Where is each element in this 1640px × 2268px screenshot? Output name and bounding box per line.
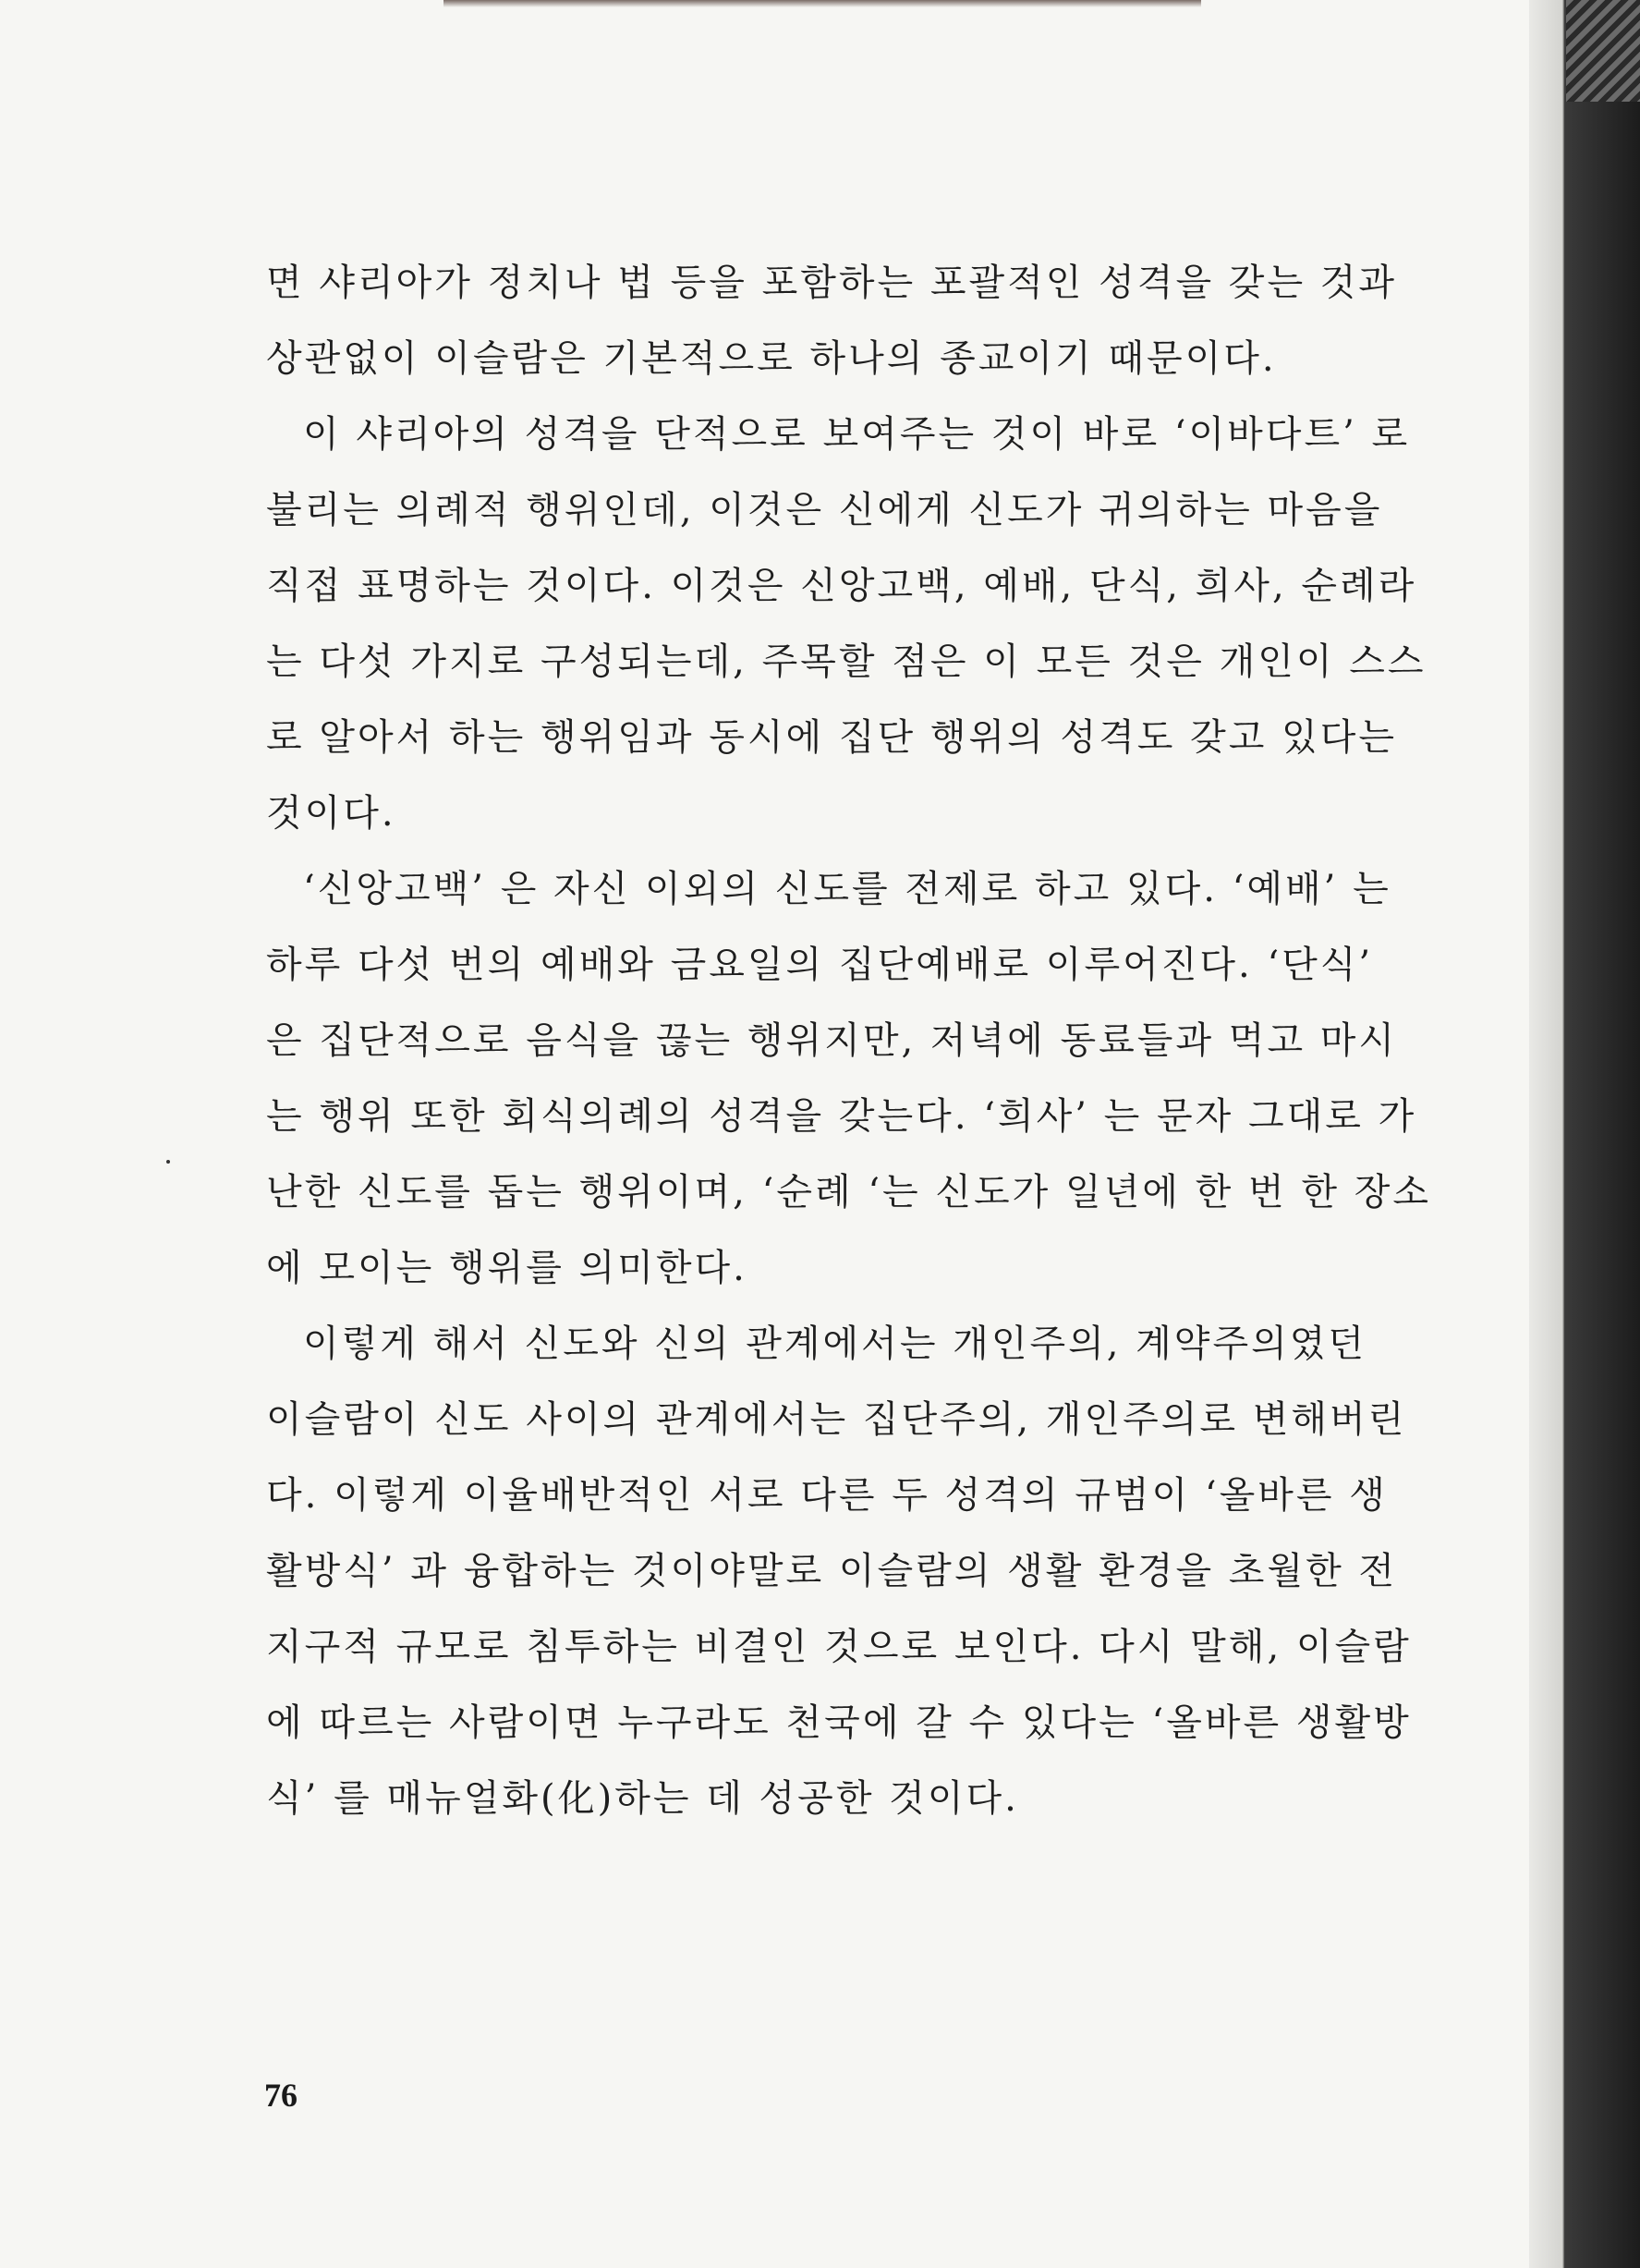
text-line: 지구적 규모로 침투하는 비결인 것으로 보인다. 다시 말해, 이슬람 — [266, 1626, 1412, 1668]
text-line: 이 샤리아의 성격을 단적으로 보여주는 것이 바로 ‘이바다트’ 로 — [303, 413, 1411, 456]
text-line: 다. 이렇게 이율배반적인 서로 다른 두 성격의 규범이 ‘올바른 생 — [266, 1474, 1388, 1517]
text-line: 에 따르는 사람이면 누구라도 천국에 갈 수 있다는 ‘올바른 생활방 — [266, 1701, 1412, 1744]
text-line: 는 행위 또한 회식의례의 성격을 갖는다. ‘희사’ 는 문자 그대로 가 — [266, 1095, 1417, 1138]
page-top-shadow — [443, 0, 1201, 7]
paragraph — [266, 1306, 1440, 1836]
dust-speck — [166, 1160, 170, 1164]
page-number: 76 — [264, 2077, 298, 2114]
text-line: 불리는 의례적 행위인데, 이것은 신에게 신도가 귀의하는 마음을 — [266, 489, 1383, 531]
text-line: 로 알아서 하는 행위임과 동시에 집단 행위의 성격도 갖고 있다는 — [266, 716, 1398, 759]
paragraph — [266, 396, 1440, 851]
paragraph — [266, 245, 1440, 396]
text-line: ‘신앙고백’ 은 자신 이외의 신도를 전제로 하고 있다. ‘예배’ 는 — [303, 868, 1391, 910]
paragraph — [266, 851, 1440, 1306]
text-line: 상관없이 이슬람은 기본적으로 하나의 종교이기 때문이다. — [266, 337, 1277, 380]
text-line: 에 모이는 행위를 의미한다. — [266, 1247, 747, 1289]
text-line: 직접 표명하는 것이다. 이것은 신앙고백, 예배, 단식, 희사, 순례라 — [266, 565, 1417, 607]
text-line: 난한 신도를 돕는 행위이며, ‘순례 ‘는 신도가 일년에 한 번 한 장소 — [266, 1171, 1432, 1213]
body-text — [266, 245, 1440, 1836]
text-line: 하루 다섯 번의 예배와 금요일의 집단예배로 이루어진다. ‘단식’ — [266, 944, 1374, 986]
text-line: 는 다섯 가지로 구성되는데, 주목할 점은 이 모든 것은 개인이 스스 — [266, 640, 1427, 683]
text-line: 이렇게 해서 신도와 신의 관계에서는 개인주의, 계약주의였던 — [303, 1323, 1367, 1365]
page-edge-background — [1529, 0, 1640, 2268]
text-line: 식’ 를 매뉴얼화(化)하는 데 성공한 것이다. — [266, 1777, 1019, 1820]
text-line: 활방식’ 과 융합하는 것이야말로 이슬람의 생활 환경을 초월한 전 — [266, 1550, 1398, 1592]
text-line: 은 집단적으로 음식을 끊는 행위지만, 저녁에 동료들과 먹고 마시 — [266, 1019, 1398, 1062]
text-line: 것이다. — [266, 792, 396, 835]
text-line: 이슬람이 신도 사이의 관계에서는 집단주의, 개인주의로 변해버린 — [266, 1398, 1407, 1441]
text-line: 면 샤리아가 정치나 법 등을 포함하는 포괄적인 성격을 갖는 것과 — [266, 262, 1398, 304]
